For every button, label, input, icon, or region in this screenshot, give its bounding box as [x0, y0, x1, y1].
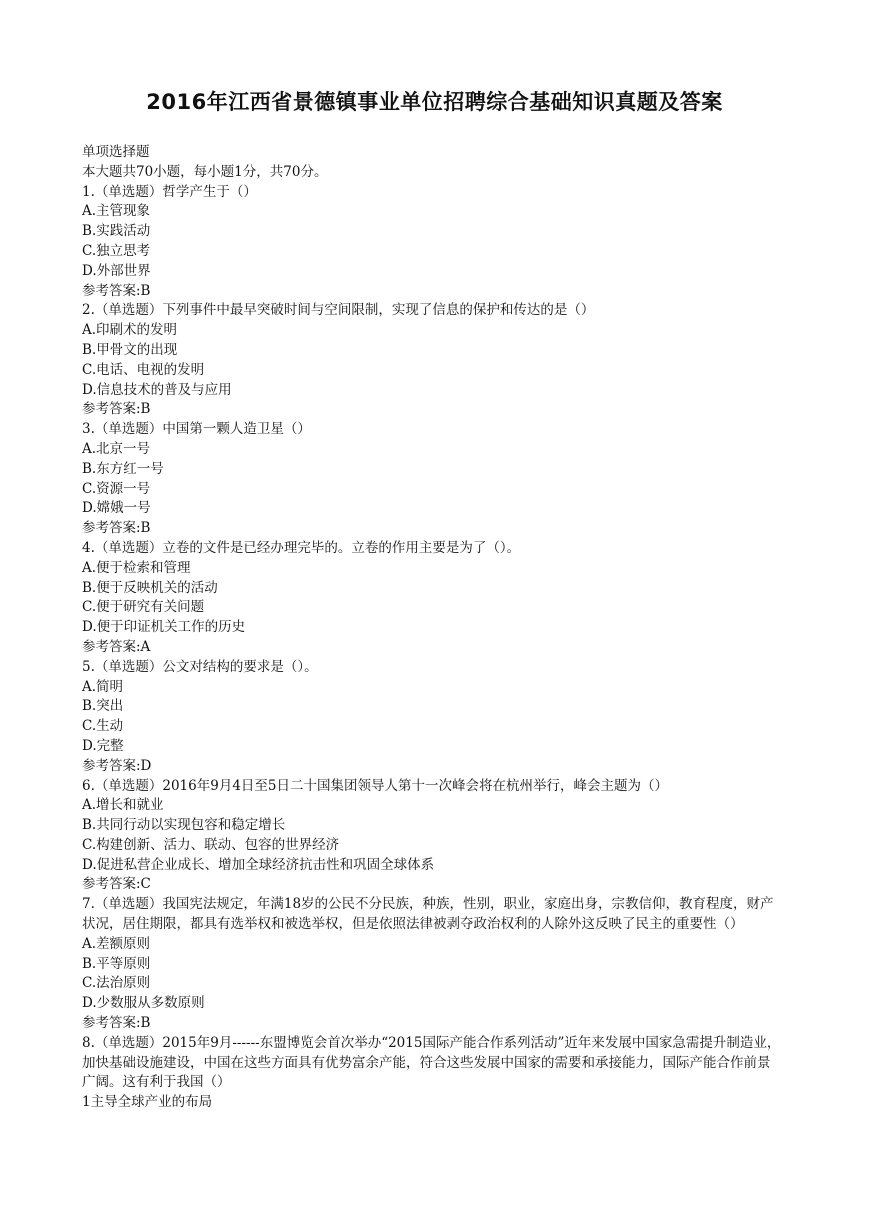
reference-answer: 参考答案:B — [82, 401, 151, 418]
question-option: C.法治原则 — [82, 975, 151, 992]
question-option: A.差额原则 — [82, 935, 151, 952]
question-stem: 1.（单选题）哲学产生于（） — [82, 183, 257, 200]
question-stem: 6.（单选题）2016年9月4日至5日二十国集团领导人第十一次峰会将在杭州举行，峰会主题为（） — [82, 777, 669, 794]
reference-answer: 参考答案:B — [82, 1015, 151, 1032]
question-option: B.平等原则 — [82, 955, 151, 972]
section-title: 单项选择题 — [82, 144, 150, 160]
document-title: 2016年江西省景德镇事业单位招聘综合基础知识真题及答案 — [146, 90, 723, 114]
reference-answer: 参考答案:C — [82, 876, 151, 893]
question-option: A.增长和就业 — [82, 797, 164, 814]
question-option: D.便于印证机关工作的历史 — [82, 619, 246, 636]
question-stem: 2.（单选题）下列事件中最早突破时间与空间限制，实现了信息的保护和传达的是（） — [82, 302, 595, 319]
question-option: B.东方红一号 — [82, 460, 164, 477]
question-option: B.甲骨文的出现 — [82, 341, 178, 358]
question-option: D.少数服从多数原则 — [82, 995, 205, 1012]
question-block — [82, 301, 782, 420]
question-option: A.印刷术的发明 — [82, 322, 178, 339]
question-option: D.完整 — [82, 737, 124, 754]
question-option: B.便于反映机关的活动 — [82, 579, 218, 596]
question-stem: 8.（单选题）2015年9月------东盟博览会首次举办“2015国际产能合作系列活动”近年来发展中国家急需提升制造业，加快基础设施建设，中国在这些方面具有优势富余产能，符合这些发展中国家的需要和承接能力，国际产能合作前景广阔。这有利于我国（） — [82, 1034, 781, 1091]
question-list — [82, 183, 782, 1113]
question-option: B.突出 — [82, 698, 124, 715]
question-stem: 7.（单选题）我国宪法规定，年满18岁的公民不分民族，种族，性别，职业，家庭出身，宗教信仰，教育程度，财产状况，居住期限，都具有选举权和被选举权，但是依照法律被剥夺政治权利的人除外这反映了民主的重要性（） — [82, 896, 774, 933]
question-stem: 5.（单选题）公文对结构的要求是（）。 — [82, 658, 318, 675]
document-body — [82, 143, 782, 1113]
question-option: D.嫦娥一号 — [82, 500, 151, 517]
question-option: C.电话、电视的发明 — [82, 361, 205, 378]
reference-answer: 参考答案:B — [82, 520, 151, 537]
reference-answer: 参考答案:D — [82, 757, 152, 774]
question-block — [82, 420, 782, 539]
question-option: B.共同行动以实现包容和稳定增长 — [82, 817, 286, 834]
question-option: 1主导全球产业的布局 — [82, 1094, 213, 1111]
question-stem: 3.（单选题）中国第一颗人造卫星（） — [82, 421, 311, 438]
question-option: C.生动 — [82, 718, 124, 735]
question-option: D.促进私营企业成长、增加全球经济抗击性和巩固全球体系 — [82, 856, 435, 873]
question-option: A.主管现象 — [82, 203, 151, 220]
reference-answer: 参考答案:A — [82, 638, 151, 655]
question-block — [82, 658, 782, 777]
question-block — [82, 1034, 782, 1113]
question-option: A.北京一号 — [82, 440, 151, 457]
question-option: A.便于检索和管理 — [82, 559, 191, 576]
question-option: D.信息技术的普及与应用 — [82, 381, 232, 398]
question-option: B.实践活动 — [82, 223, 151, 240]
question-option: D.外部世界 — [82, 262, 151, 279]
question-stem: 4.（单选题）立卷的文件是已经办理完毕的。立卷的作用主要是为了（）。 — [82, 539, 521, 556]
question-block — [82, 539, 782, 658]
question-option: C.构建创新、活力、联动、包容的世界经济 — [82, 836, 340, 853]
section-intro: 本大题共70小题，每小题1分，共70分。 — [82, 163, 328, 180]
question-option: C.便于研究有关问题 — [82, 599, 205, 616]
question-option: A.简明 — [82, 678, 124, 695]
question-option: C.资源一号 — [82, 480, 151, 497]
question-option: C.独立思考 — [82, 242, 151, 259]
question-block — [82, 895, 782, 1034]
question-block — [82, 183, 782, 302]
reference-answer: 参考答案:B — [82, 282, 151, 299]
question-block — [82, 777, 782, 896]
